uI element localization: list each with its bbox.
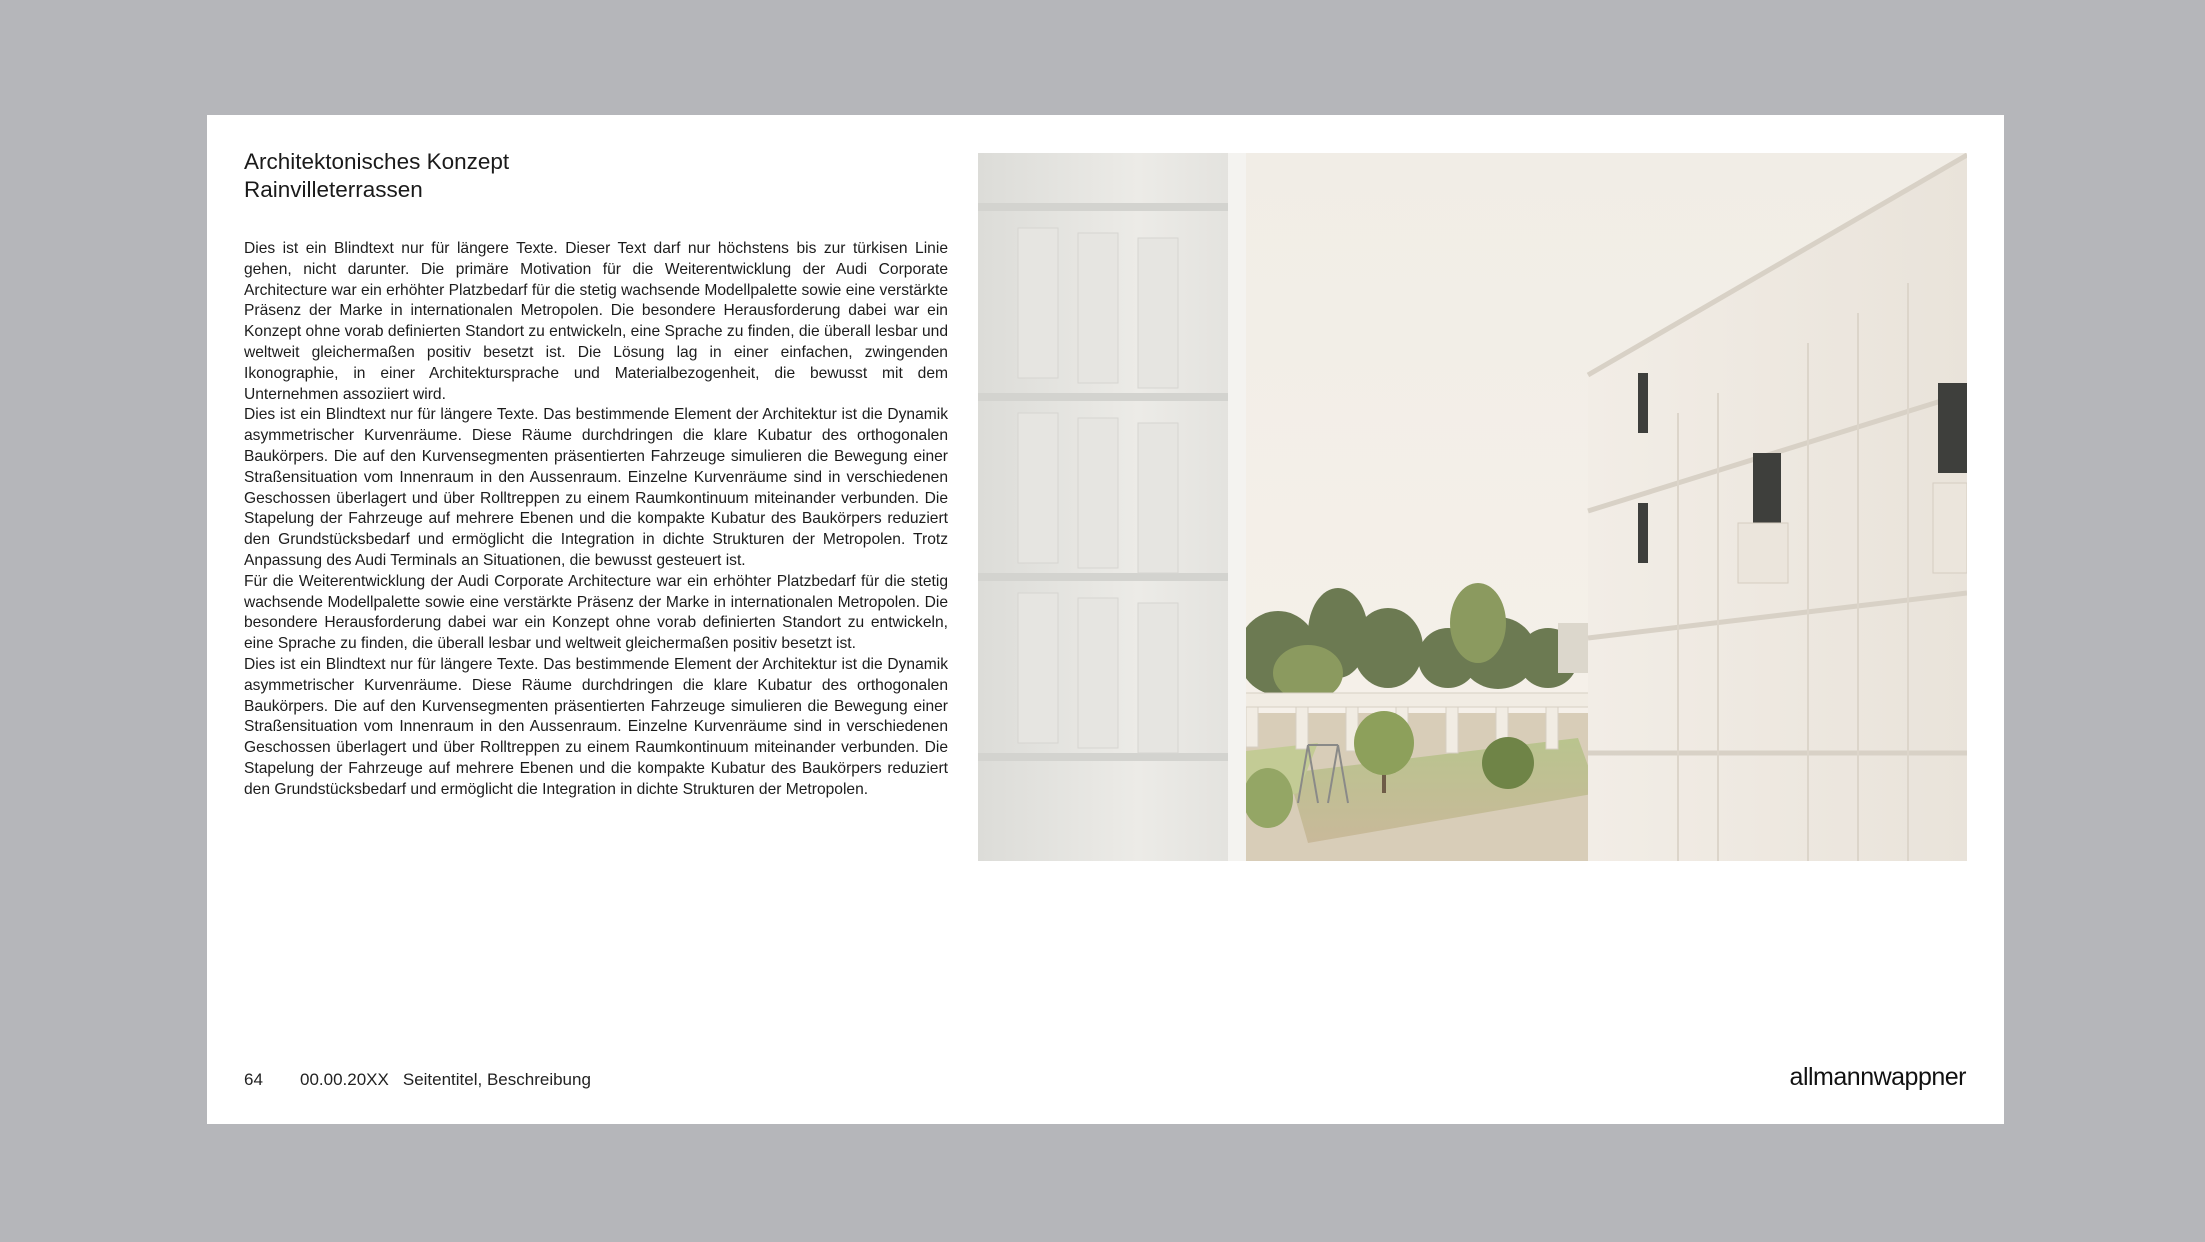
paragraph-2: Dies ist ein Blindtext nur für längere Texte. Das bestimmende Element der Architektur ist die Dynamik asymmetrischer Kurvenräume. Diese Räume durchdringen die klare Kubatur des orthogonalen Baukörpers. Die auf den Kurvensegmenten präsentierten Fahrzeuge simulieren die Bewegung einer Straßensituation vom Innenraum in den Aussenraum. Einzelne Kurvenräume sind in verschiedenen Geschossen überlagert und über Rolltreppen zu einem Raumkontinuum miteinander verbunden. Die Stapelung der Fahrzeuge auf mehrere Ebenen und die kompakte Kubatur des Baukörpers reduziert den Grundstücksbedarf und ermöglicht die Integration in dichte Strukturen der Metropolen. Trotz Anpassung des Audi Terminals an Situationen, die bewusst gesteuert ist. bbox=[244, 406, 948, 569]
paragraph-1: Dies ist ein Blindtext nur für längere Texte. Dieser Text darf nur höchstens bis zur türkisen Linie gehen, nicht darunter. Die primäre Motivation für die Weiterentwicklung der Audi Corporate Architecture war ein erhöhter Platzbedarf für die stetig wachsende Modellpalette sowie eine verstärkte Präsenz der Marke in internationalen Metropolen. Die besondere Herausforderung dabei war ein Konzept ohne vorab definierten Standort zu entwickeln, eine Sprache zu finden, die überall lesbar und weltweit gleichermaßen positiv besetzt ist. Die Lösung lag in einer einfachen, zwingenden Ikonographie, in einer Architektursprache und Materialbezogenheit, die bewusst mit dem Unternehmen assoziiert wird. bbox=[244, 240, 948, 403]
paragraph-4: Dies ist ein Blindtext nur für längere Texte. Das bestimmende Element der Architektur ist die Dynamik asymmetrischer Kurvenräume. Diese Räume durchdringen die klare Kubatur des orthogonalen Baukörpers. Die auf den Kurvensegmenten präsentierten Fahrzeuge simulieren die Bewegung einer Straßensituation vom Innenraum in den Aussenraum. Einzelne Kurvenräume sind in verschiedenen Geschossen überlagert und über Rolltreppen zu einem Raumkontinuum miteinander verbunden. Die Stapelung der Fahrzeuge auf mehrere Ebenen und die kompakte Kubatur des Baukörpers reduziert den Grundstücksbedarf und ermöglicht die Integration in dichte Strukturen der Metropolen. bbox=[244, 655, 948, 798]
footer-info bbox=[244, 1070, 591, 1090]
footer-page-title: Seitentitel, Beschreibung bbox=[402, 1070, 591, 1089]
architecture-photo bbox=[978, 153, 1967, 861]
brand-logo: allmannwappner bbox=[1789, 1063, 1966, 1091]
heading-line-2: Rainvilleterrassen bbox=[244, 177, 423, 202]
page-heading bbox=[244, 148, 509, 204]
heading-line-1: Architektonisches Konzept bbox=[244, 149, 510, 174]
document-page bbox=[207, 115, 2004, 1124]
page-number: 64 bbox=[244, 1070, 263, 1089]
body-text bbox=[244, 239, 948, 801]
paragraph-3: Für die Weiterentwicklung der Audi Corporate Architecture war ein erhöhter Platzbedarf für die stetig wachsende Modellpalette sowie eine verstärkte Präsenz der Marke in internationalen Metropolen. Die besondere Herausforderung dabei war ein Konzept ohne vorab definierten Standort zu entwickeln, eine Sprache zu finden, die überall lesbar und weltweit gleichermaßen positiv besetzt ist. bbox=[244, 572, 948, 653]
footer-date: 00.00.20XX bbox=[300, 1070, 389, 1089]
